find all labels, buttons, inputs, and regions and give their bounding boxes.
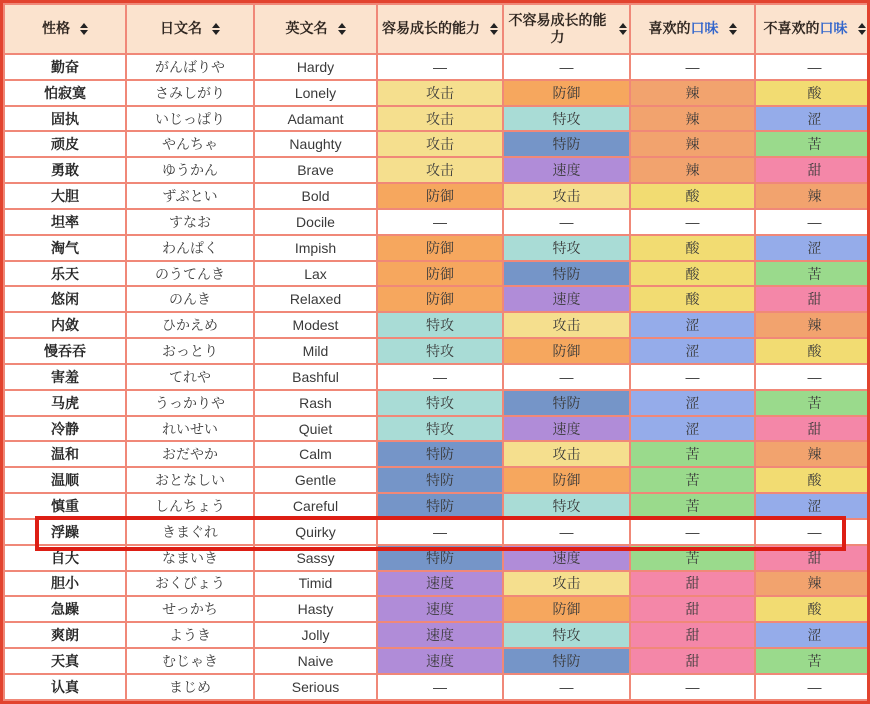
cell-nature: 自大 <box>4 545 126 571</box>
cell-down: 特防 <box>503 131 630 157</box>
cell-nature: 怕寂寞 <box>4 80 126 106</box>
cell-dislike: 苦 <box>755 261 870 287</box>
sort-icon <box>212 23 220 35</box>
table-row <box>4 80 870 106</box>
cell-like: 涩 <box>630 416 755 442</box>
cell-like: 酸 <box>630 183 755 209</box>
cell-dislike: 辣 <box>755 571 870 597</box>
cell-en: Lonely <box>254 80 377 106</box>
cell-dislike: 酸 <box>755 467 870 493</box>
cell-jp: きまぐれ <box>126 519 254 545</box>
table-row <box>4 390 870 416</box>
table-row <box>4 571 870 597</box>
cell-en: Docile <box>254 209 377 235</box>
cell-jp: がんばりや <box>126 54 254 80</box>
cell-up: 特攻 <box>377 312 503 338</box>
header-label: 不容易成长的能力 <box>508 11 607 45</box>
cell-dislike: 甜 <box>755 416 870 442</box>
cell-nature: 乐天 <box>4 261 126 287</box>
cell-up: 攻击 <box>377 106 503 132</box>
table-row <box>4 338 870 364</box>
table-row <box>4 416 870 442</box>
cell-dislike: 甜 <box>755 545 870 571</box>
cell-en: Rash <box>254 390 377 416</box>
cell-dislike: 辣 <box>755 312 870 338</box>
cell-jp: ずぶとい <box>126 183 254 209</box>
cell-up: 防御 <box>377 261 503 287</box>
table-row <box>4 441 870 467</box>
cell-jp: おっとり <box>126 338 254 364</box>
sort-icon <box>858 23 866 35</box>
cell-up: 速度 <box>377 571 503 597</box>
cell-jp: のうてんき <box>126 261 254 287</box>
cell-like: 酸 <box>630 235 755 261</box>
cell-down: 防御 <box>503 596 630 622</box>
cell-down: 防御 <box>503 80 630 106</box>
cell-nature: 内敛 <box>4 312 126 338</box>
sort-down-triangle <box>490 30 498 35</box>
table-row <box>4 54 870 80</box>
cell-en: Calm <box>254 441 377 467</box>
cell-nature: 温顺 <box>4 467 126 493</box>
cell-up: — <box>377 54 503 80</box>
cell-up: 速度 <box>377 648 503 674</box>
sort-icon <box>619 23 627 35</box>
sort-icon <box>729 23 737 35</box>
header-label: 容易成长的能力 <box>382 20 480 37</box>
cell-nature: 急躁 <box>4 596 126 622</box>
cell-nature: 固执 <box>4 106 126 132</box>
cell-like: 甜 <box>630 596 755 622</box>
cell-jp: ようき <box>126 622 254 648</box>
cell-down: 防御 <box>503 338 630 364</box>
column-header-nature[interactable] <box>4 4 126 54</box>
cell-dislike: 涩 <box>755 622 870 648</box>
cell-down: 攻击 <box>503 183 630 209</box>
cell-dislike: 辣 <box>755 441 870 467</box>
cell-nature: 顽皮 <box>4 131 126 157</box>
cell-up: 特防 <box>377 467 503 493</box>
cell-nature: 爽朗 <box>4 622 126 648</box>
table-row <box>4 106 870 132</box>
cell-nature: 慎重 <box>4 493 126 519</box>
cell-like: — <box>630 519 755 545</box>
header-content <box>257 20 374 38</box>
cell-like: 酸 <box>630 261 755 287</box>
cell-up: 速度 <box>377 622 503 648</box>
cell-dislike: 苦 <box>755 390 870 416</box>
cell-down: 特攻 <box>503 622 630 648</box>
table-row <box>4 545 870 571</box>
cell-dislike: 涩 <box>755 493 870 519</box>
cell-jp: なまいき <box>126 545 254 571</box>
cell-down: 速度 <box>503 157 630 183</box>
cell-down: — <box>503 364 630 390</box>
cell-nature: 害羞 <box>4 364 126 390</box>
sort-up-triangle <box>80 23 88 28</box>
cell-en: Timid <box>254 571 377 597</box>
cell-jp: おだやか <box>126 441 254 467</box>
cell-like: 涩 <box>630 390 755 416</box>
column-header-en[interactable] <box>254 4 377 54</box>
sort-up-triangle <box>619 23 627 28</box>
cell-like: 苦 <box>630 545 755 571</box>
cell-en: Naive <box>254 648 377 674</box>
cell-dislike: 酸 <box>755 596 870 622</box>
sort-down-triangle <box>338 30 346 35</box>
column-header-dislike[interactable] <box>755 4 870 54</box>
table-row <box>4 286 870 312</box>
cell-down: — <box>503 209 630 235</box>
cell-en: Relaxed <box>254 286 377 312</box>
cell-nature: 胆小 <box>4 571 126 597</box>
nature-table <box>3 3 870 701</box>
header-label: 不喜欢的口味 <box>763 20 848 37</box>
cell-dislike: — <box>755 209 870 235</box>
header-label: 日文名 <box>160 20 202 37</box>
cell-down: — <box>503 674 630 700</box>
cell-nature: 认真 <box>4 674 126 700</box>
cell-like: 苦 <box>630 493 755 519</box>
cell-en: Impish <box>254 235 377 261</box>
cell-jp: ひかえめ <box>126 312 254 338</box>
cell-en: Modest <box>254 312 377 338</box>
sort-down-triangle <box>619 30 627 35</box>
cell-down: 特防 <box>503 390 630 416</box>
flavor-link[interactable]: 口味 <box>819 20 848 37</box>
cell-dislike: — <box>755 54 870 80</box>
cell-jp: すなお <box>126 209 254 235</box>
cell-dislike: 苦 <box>755 131 870 157</box>
cell-down: 特防 <box>503 648 630 674</box>
sort-up-triangle <box>338 23 346 28</box>
cell-like: 涩 <box>630 338 755 364</box>
cell-nature: 天真 <box>4 648 126 674</box>
cell-jp: せっかち <box>126 596 254 622</box>
cell-like: 酸 <box>630 286 755 312</box>
cell-en: Adamant <box>254 106 377 132</box>
cell-en: Brave <box>254 157 377 183</box>
cell-down: 攻击 <box>503 441 630 467</box>
cell-en: Naughty <box>254 131 377 157</box>
cell-jp: おとなしい <box>126 467 254 493</box>
cell-up: 速度 <box>377 596 503 622</box>
cell-en: Hasty <box>254 596 377 622</box>
cell-like: 甜 <box>630 648 755 674</box>
cell-nature: 慢吞吞 <box>4 338 126 364</box>
cell-en: Lax <box>254 261 377 287</box>
cell-dislike: 涩 <box>755 235 870 261</box>
table-row <box>4 235 870 261</box>
sort-down-triangle <box>212 30 220 35</box>
sort-up-triangle <box>729 23 737 28</box>
header-content <box>129 20 251 38</box>
sort-icon <box>490 23 498 35</box>
cell-dislike: 甜 <box>755 157 870 183</box>
cell-dislike: 甜 <box>755 286 870 312</box>
cell-en: Bold <box>254 183 377 209</box>
cell-jp: てれや <box>126 364 254 390</box>
cell-down: 速度 <box>503 416 630 442</box>
column-header-down[interactable] <box>503 4 630 54</box>
header-content <box>633 20 752 38</box>
table-row <box>4 261 870 287</box>
cell-jp: ゆうかん <box>126 157 254 183</box>
table-row <box>4 157 870 183</box>
cell-jp: やんちゃ <box>126 131 254 157</box>
cell-nature: 淘气 <box>4 235 126 261</box>
cell-en: Serious <box>254 674 377 700</box>
table-row <box>4 183 870 209</box>
table-row <box>4 596 870 622</box>
cell-up: 特攻 <box>377 416 503 442</box>
cell-up: 防御 <box>377 183 503 209</box>
cell-jp: しんちょう <box>126 493 254 519</box>
cell-down: 特攻 <box>503 493 630 519</box>
cell-en: Gentle <box>254 467 377 493</box>
cell-en: Careful <box>254 493 377 519</box>
cell-up: 防御 <box>377 286 503 312</box>
cell-up: 防御 <box>377 235 503 261</box>
cell-like: 甜 <box>630 622 755 648</box>
cell-nature: 勤奋 <box>4 54 126 80</box>
cell-up: 攻击 <box>377 131 503 157</box>
header-label: 英文名 <box>285 20 328 37</box>
cell-dislike: 涩 <box>755 106 870 132</box>
cell-nature: 温和 <box>4 441 126 467</box>
cell-jp: さみしがり <box>126 80 254 106</box>
table-row <box>4 622 870 648</box>
table-row <box>4 648 870 674</box>
cell-down: 速度 <box>503 545 630 571</box>
cell-dislike: — <box>755 364 870 390</box>
cell-jp: うっかりや <box>126 390 254 416</box>
cell-jp: おくびょう <box>126 571 254 597</box>
cell-up: 特防 <box>377 493 503 519</box>
cell-up: — <box>377 364 503 390</box>
table-row <box>4 364 870 390</box>
cell-up: 特攻 <box>377 390 503 416</box>
header-row <box>4 4 870 54</box>
header-label: 性格 <box>42 20 70 37</box>
cell-like: 辣 <box>630 157 755 183</box>
sort-icon <box>338 23 346 35</box>
sort-up-triangle <box>858 23 866 28</box>
cell-en: Hardy <box>254 54 377 80</box>
cell-dislike: — <box>755 674 870 700</box>
cell-nature: 勇敢 <box>4 157 126 183</box>
header-content <box>506 12 627 47</box>
cell-like: — <box>630 364 755 390</box>
cell-jp: わんぱく <box>126 235 254 261</box>
cell-jp: れいせい <box>126 416 254 442</box>
cell-down: 特攻 <box>503 235 630 261</box>
cell-down: 速度 <box>503 286 630 312</box>
cell-like: 苦 <box>630 467 755 493</box>
cell-like: 甜 <box>630 571 755 597</box>
cell-nature: 坦率 <box>4 209 126 235</box>
table-row <box>4 131 870 157</box>
cell-dislike: 苦 <box>755 648 870 674</box>
cell-jp: むじゃき <box>126 648 254 674</box>
cell-like: 辣 <box>630 131 755 157</box>
cell-up: 特攻 <box>377 338 503 364</box>
cell-nature: 马虎 <box>4 390 126 416</box>
header-label: 喜欢的口味 <box>648 20 719 37</box>
cell-en: Bashful <box>254 364 377 390</box>
cell-up: 特防 <box>377 441 503 467</box>
cell-dislike: 酸 <box>755 80 870 106</box>
cell-jp: いじっぱり <box>126 106 254 132</box>
table-row-highlighted <box>4 519 870 545</box>
cell-like: 苦 <box>630 441 755 467</box>
cell-like: 辣 <box>630 106 755 132</box>
cell-like: — <box>630 674 755 700</box>
header-content <box>7 20 123 38</box>
sort-down-triangle <box>858 30 866 35</box>
column-header-up[interactable] <box>377 4 503 54</box>
cell-dislike: — <box>755 519 870 545</box>
table-row <box>4 467 870 493</box>
cell-nature: 悠闲 <box>4 286 126 312</box>
sort-up-triangle <box>490 23 498 28</box>
cell-like: 涩 <box>630 312 755 338</box>
column-header-like[interactable] <box>630 4 755 54</box>
sort-down-triangle <box>80 30 88 35</box>
table-row <box>4 312 870 338</box>
cell-up: 特防 <box>377 545 503 571</box>
cell-nature: 大胆 <box>4 183 126 209</box>
header-content <box>380 20 500 38</box>
sort-down-triangle <box>729 30 737 35</box>
cell-dislike: 酸 <box>755 338 870 364</box>
cell-down: — <box>503 54 630 80</box>
cell-up: — <box>377 674 503 700</box>
cell-en: Sassy <box>254 545 377 571</box>
sort-icon <box>80 23 88 35</box>
cell-down: 特防 <box>503 261 630 287</box>
flavor-link[interactable]: 口味 <box>690 20 719 37</box>
cell-down: 特攻 <box>503 106 630 132</box>
column-header-jp[interactable] <box>126 4 254 54</box>
cell-nature: 冷静 <box>4 416 126 442</box>
table-row <box>4 674 870 700</box>
cell-like: 辣 <box>630 80 755 106</box>
cell-up: — <box>377 519 503 545</box>
cell-jp: のんき <box>126 286 254 312</box>
table-row <box>4 493 870 519</box>
cell-up: — <box>377 209 503 235</box>
cell-en: Jolly <box>254 622 377 648</box>
cell-like: — <box>630 209 755 235</box>
cell-down: 攻击 <box>503 312 630 338</box>
cell-down: 攻击 <box>503 571 630 597</box>
cell-en: Mild <box>254 338 377 364</box>
cell-down: — <box>503 519 630 545</box>
sort-up-triangle <box>212 23 220 28</box>
cell-nature: 浮躁 <box>4 519 126 545</box>
cell-up: 攻击 <box>377 80 503 106</box>
cell-like: — <box>630 54 755 80</box>
header-content <box>758 20 870 38</box>
cell-down: 防御 <box>503 467 630 493</box>
table-row <box>4 209 870 235</box>
cell-up: 攻击 <box>377 157 503 183</box>
cell-jp: まじめ <box>126 674 254 700</box>
cell-en: Quirky <box>254 519 377 545</box>
cell-en: Quiet <box>254 416 377 442</box>
cell-dislike: 辣 <box>755 183 870 209</box>
